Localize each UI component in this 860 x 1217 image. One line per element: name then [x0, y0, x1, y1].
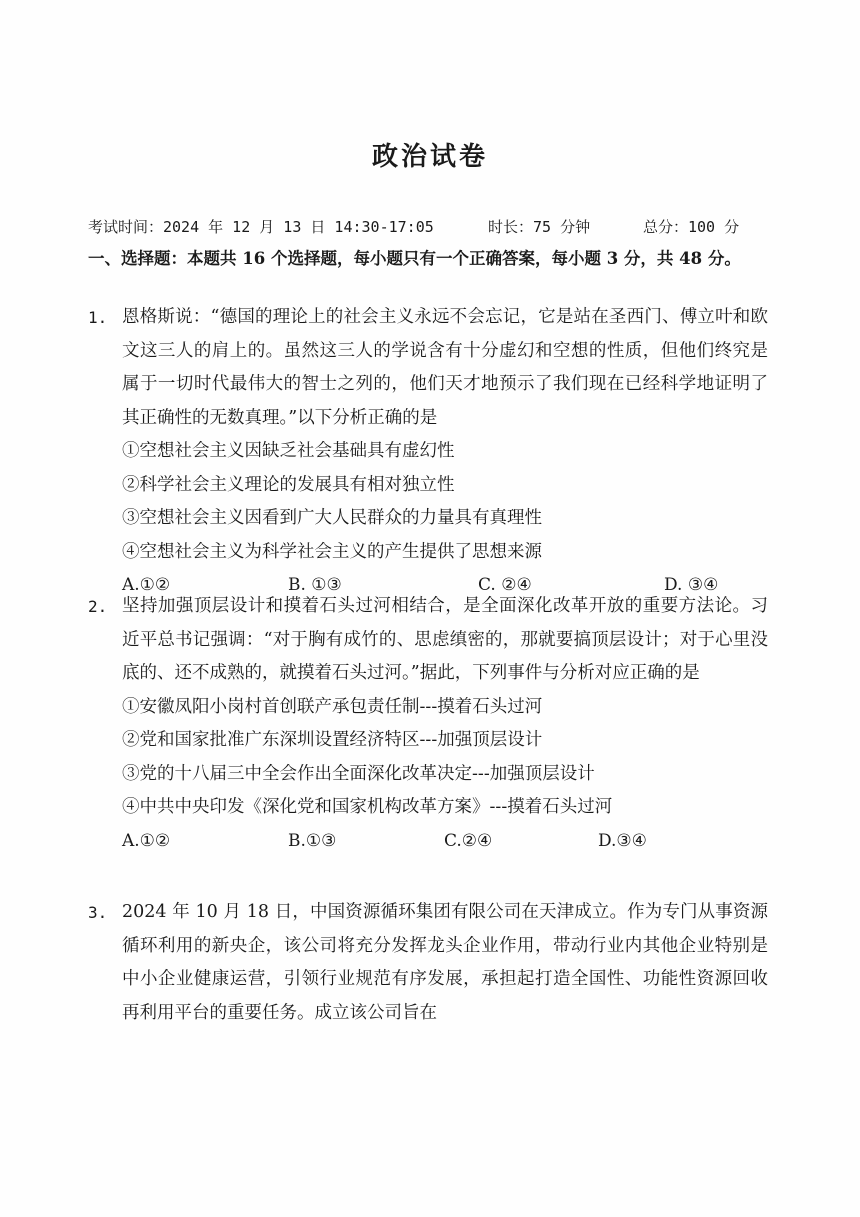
question-3: [88, 896, 768, 1030]
option-b: B. ①③: [288, 575, 342, 595]
answer-options: [122, 825, 768, 859]
statement-3: ③党的十八届三中全会作出全面深化改革决定---加强顶层设计: [122, 763, 595, 784]
question-2: [88, 590, 768, 858]
question-number: 2.: [88, 597, 108, 616]
question-stem: 恩格斯说：“德国的理论上的社会主义永远不会忘记，它是站在圣西门、傅立叶和欧文这三人的肩上的。虽然这三人的学说含有十分虚幻和空想的性质，但他们终究是属于一切时代最伟大的智士之列的，他们天才地预示了我们现在已经科学地证明了其正确性的无数真理。”以下分析正确的是: [122, 307, 768, 428]
question-stem: 坚持加强顶层设计和摸着石头过河相结合，是全面深化改革开放的重要方法论。习近平总书记强调：“对于胸有成竹的、思虑缜密的，那就要搞顶层设计；对于心里没底的、还不成熟的，就摸着石头过河。”据此，下列事件与分析对应正确的是: [122, 596, 768, 683]
option-a: A.①②: [122, 830, 171, 851]
question-1: [88, 301, 768, 603]
statement-1: ①空想社会主义因缺乏社会基础具有虚幻性: [122, 441, 455, 461]
page-title: 政治试卷: [371, 142, 488, 172]
question-number: 3.: [88, 903, 108, 922]
statement-4: ④中共中央印发《深化党和国家机构改革方案》---摸着石头过河: [122, 797, 613, 817]
option-c: C. ②④: [478, 575, 532, 595]
option-d: D. ③④: [664, 575, 719, 595]
option-d: D.③④: [598, 830, 647, 851]
option-c: C.②④: [444, 830, 493, 851]
question-stem: 2024 年 10 月 18 日，中国资源循环集团有限公司在天津成立。作为专门从事资源循环利用的新央企，该公司将充分发挥龙头企业作用，带动行业内其他企业特别是中小企业健康运营，引领行业规范有序发展，承担起打造全国性、功能性资源回收再利用平台的重要任务。成立该公司旨在: [122, 902, 768, 1023]
statement-1: ①安徽凤阳小岗村首创联产承包责任制---摸着石头过河: [122, 696, 543, 717]
option-a: A.①②: [122, 575, 171, 595]
statement-3: ③空想社会主义因看到广大人民群众的力量具有真理性: [122, 508, 542, 528]
exam-duration: 时长：75 分钟: [488, 218, 591, 236]
option-b: B.①③: [288, 830, 337, 851]
exam-info: [88, 216, 768, 237]
question-number: 1.: [88, 308, 108, 327]
statement-2: ②党和国家批准广东深圳设置经济特区---加强顶层设计: [122, 730, 543, 750]
statement-4: ④空想社会主义为科学社会主义的产生提供了思想来源: [122, 541, 542, 562]
exam-total-score: 总分：100 分: [643, 218, 740, 236]
statement-2: ②科学社会主义理论的发展具有相对独立性: [122, 474, 455, 495]
exam-time: 考试时间：2024 年 12 月 13 日 14:30-17:05: [88, 218, 434, 236]
section-heading: 一、选择题：本题共 16 个选择题，每小题只有一个正确答案，每小题 3 分，共 48 分。: [88, 249, 741, 268]
